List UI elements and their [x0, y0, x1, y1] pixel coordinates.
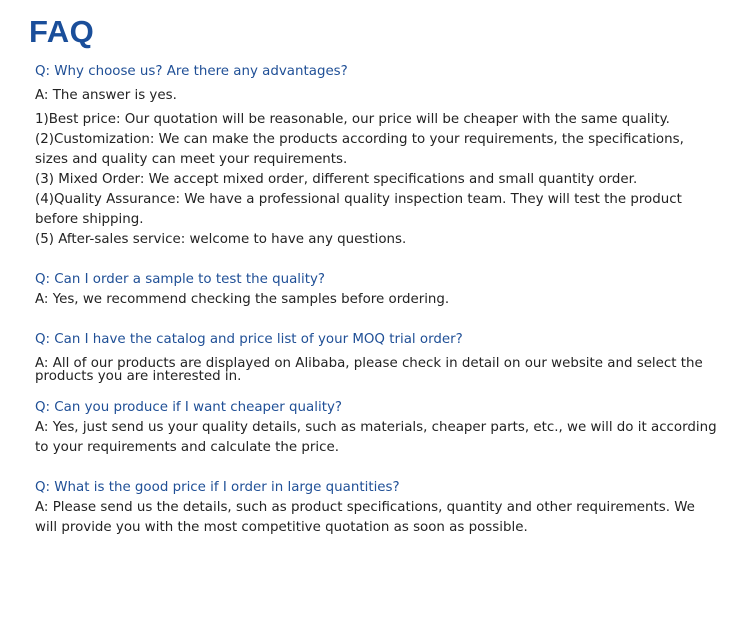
faq-answer-large-quantities-cont: will provide you with the most competitive quotation as soon as possible.	[35, 520, 528, 535]
faq-question-catalog: Q: Can I have the catalog and price list of your MOQ trial order?	[35, 332, 463, 347]
faq-detail-customization: (2)Customization: We can make the products according to your requirements, the specifications,	[35, 132, 684, 147]
faq-answer-cheaper: A: Yes, just send us your quality details, such as materials, cheaper parts, etc., we will do it according	[35, 420, 717, 435]
faq-answer-advantages: A: The answer is yes.	[35, 88, 177, 103]
faq-detail-mixed-order: (3) Mixed Order: We accept mixed order, different specifications and small quantity order.	[35, 172, 638, 187]
faq-answer-catalog: A: All of our products are displayed on Alibaba, please check in detail on our website and select the	[35, 356, 703, 371]
faq-answer-large-quantities: A: Please send us the details, such as product specifications, quantity and other requirements. We	[35, 500, 695, 515]
page-title: FAQ	[29, 14, 95, 49]
faq-detail-after-sales: (5) After-sales service: welcome to have any questions.	[35, 232, 407, 247]
faq-question-advantages: Q: Why choose us? Are there any advantages?	[35, 64, 348, 79]
faq-answer-sample: A: Yes, we recommend checking the samples before ordering.	[35, 292, 450, 307]
faq-detail-customization-cont: sizes and quality can meet your requirements.	[35, 152, 348, 167]
faq-question-sample: Q: Can I order a sample to test the quality?	[35, 272, 325, 287]
faq-answer-catalog-cont: products you are interested in.	[35, 369, 242, 384]
faq-detail-quality-assurance: (4)Quality Assurance: We have a professional quality inspection team. They will test the product	[35, 192, 682, 207]
faq-question-large-quantities: Q: What is the good price if I order in large quantities?	[35, 480, 400, 495]
faq-detail-quality-assurance-cont: before shipping.	[35, 212, 144, 227]
faq-detail-best-price: 1)Best price: Our quotation will be reasonable, our price will be cheaper with the same quality.	[35, 112, 670, 127]
faq-answer-cheaper-cont: to your requirements and calculate the price.	[35, 440, 339, 455]
faq-question-cheaper: Q: Can you produce if I want cheaper quality?	[35, 400, 342, 415]
